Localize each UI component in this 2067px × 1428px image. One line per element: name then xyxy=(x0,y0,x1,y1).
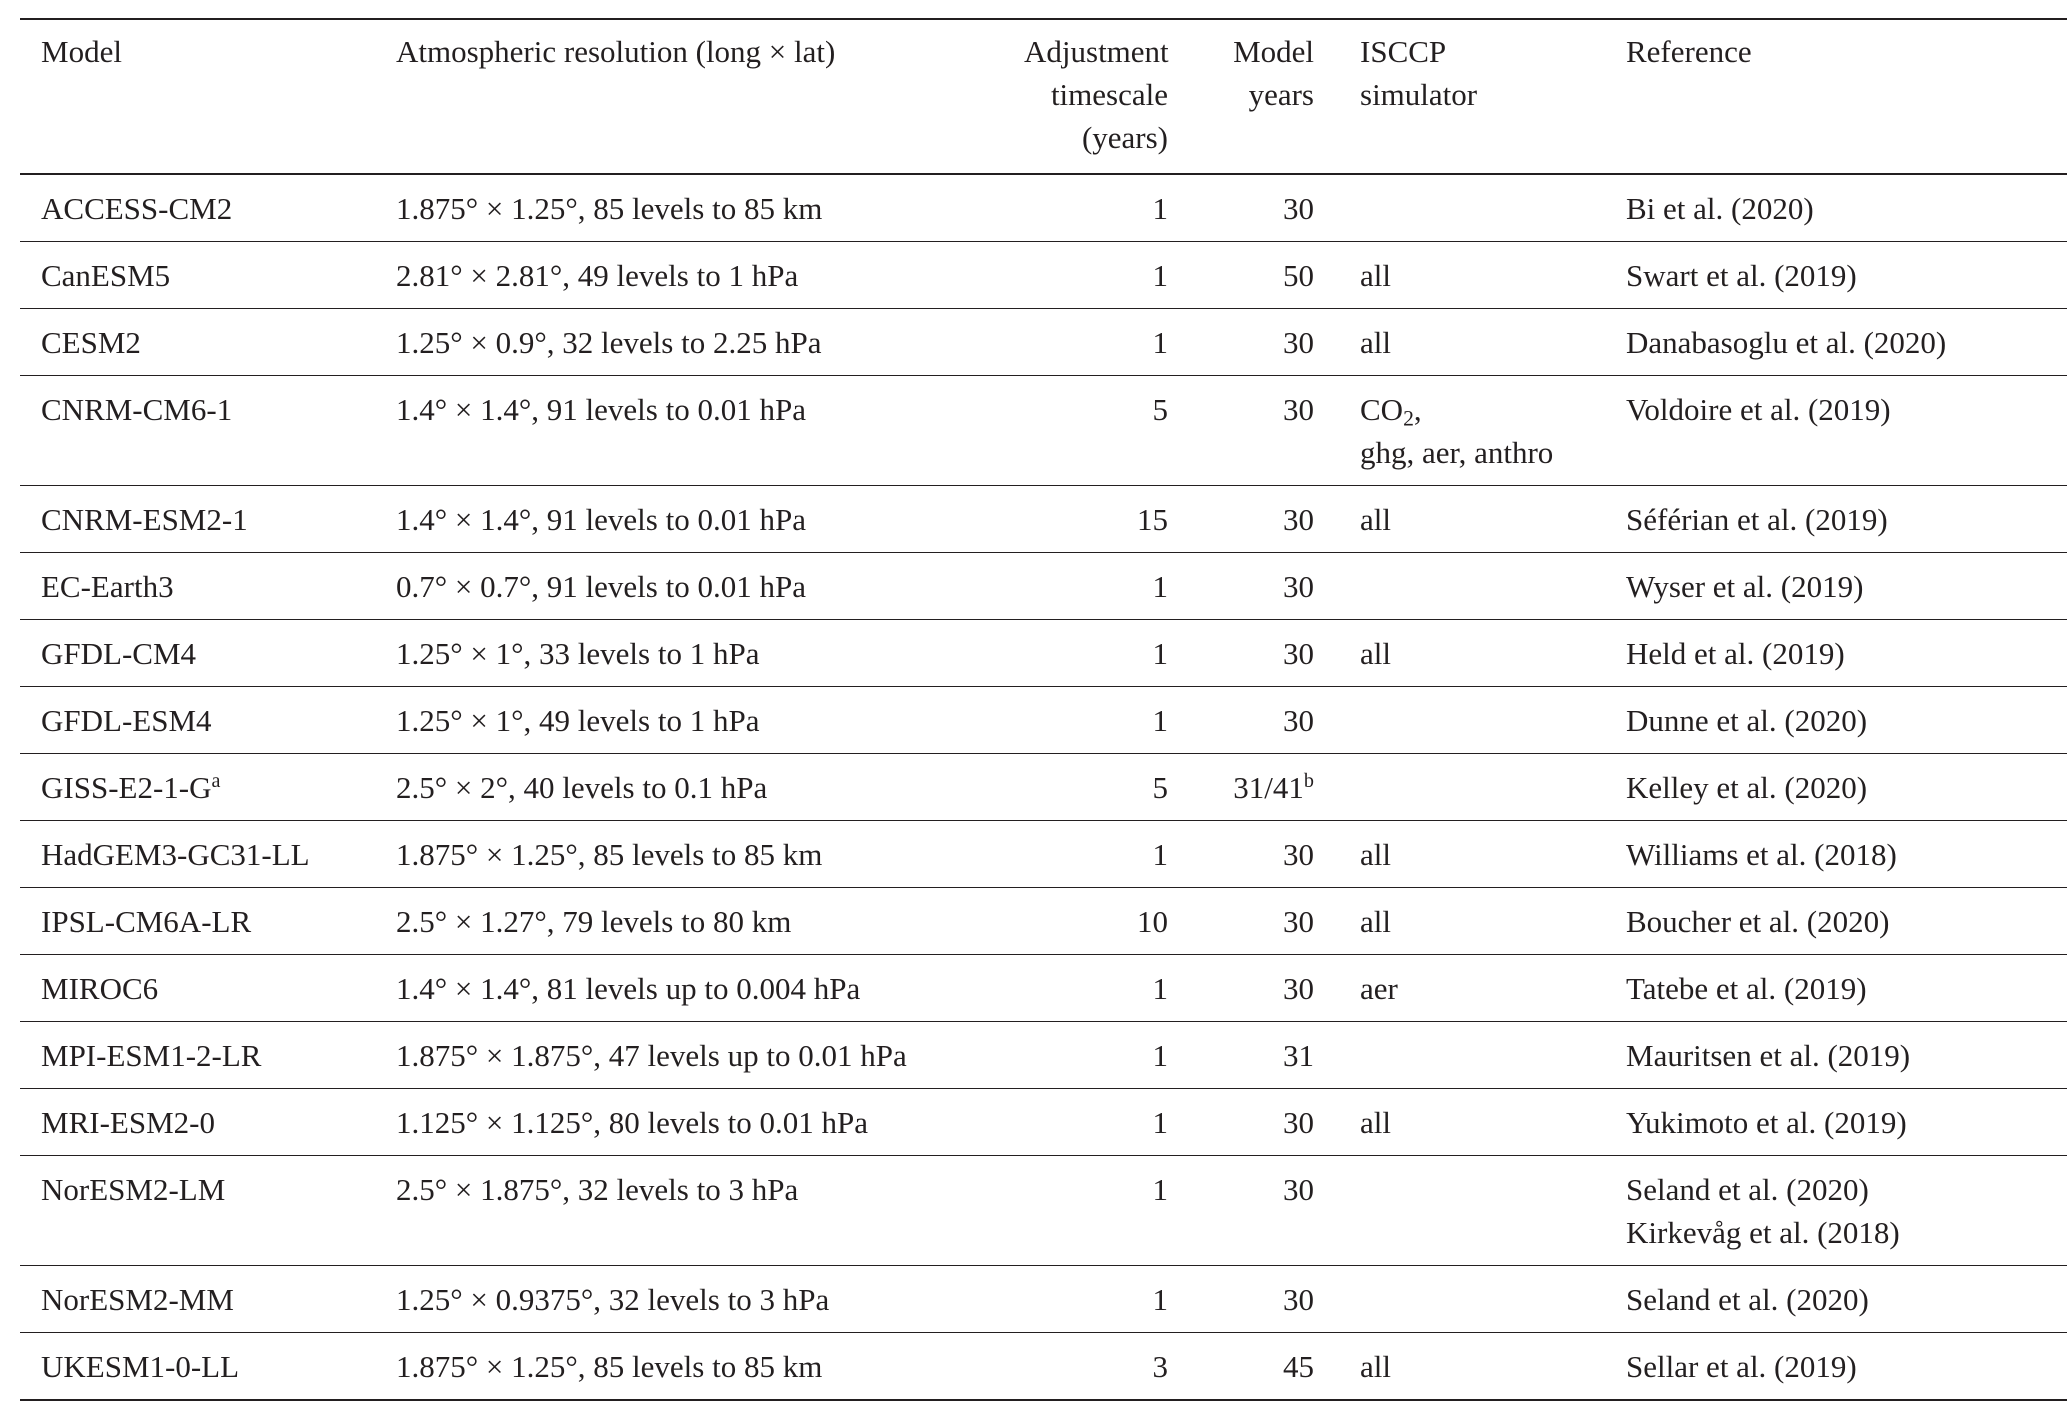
table-row xyxy=(20,1266,2067,1333)
cell-model: CanESM5 xyxy=(41,258,171,293)
cell-years: 30 xyxy=(1283,837,1314,872)
cell-resolution: 1.125° × 1.125°, 80 levels to 0.01 hPa xyxy=(396,1105,868,1140)
cell-model: MPI-ESM1-2-LR xyxy=(41,1038,262,1073)
table-row xyxy=(20,309,2067,376)
cell-years: 30 xyxy=(1283,703,1314,738)
cell-reference: Swart et al. (2019) xyxy=(1626,258,1857,293)
table-row xyxy=(20,553,2067,620)
cell-reference: Dunne et al. (2020) xyxy=(1626,703,1868,738)
cell-resolution: 1.25° × 1°, 33 levels to 1 hPa xyxy=(396,636,760,671)
table-row xyxy=(20,1156,2067,1266)
cell-reference: Yukimoto et al. (2019) xyxy=(1626,1105,1907,1140)
cell-resolution: 2.5° × 1.27°, 79 levels to 80 km xyxy=(396,904,792,939)
cell-model xyxy=(20,754,396,821)
cell-adjustment: 1 xyxy=(1152,325,1168,360)
cell-resolution: 1.875° × 1.875°, 47 levels up to 0.01 hPa xyxy=(396,1038,907,1073)
cell-years: 30 xyxy=(1283,971,1314,1006)
cell-adjustment: 1 xyxy=(1152,703,1168,738)
years-value: 31/41 xyxy=(1233,770,1304,805)
table-row xyxy=(20,1089,2067,1156)
header-adjustment xyxy=(1024,19,1168,174)
cell-reference: Voldoire et al. (2019) xyxy=(1626,392,1891,427)
table-row xyxy=(20,888,2067,955)
cell-resolution: 0.7° × 0.7°, 91 levels to 0.01 hPa xyxy=(396,569,806,604)
cell-isccp: all xyxy=(1360,1105,1391,1140)
cell-isccp: all xyxy=(1360,636,1391,671)
cell-model: GFDL-CM4 xyxy=(41,636,197,671)
cell-resolution: 1.4° × 1.4°, 81 levels up to 0.004 hPa xyxy=(396,971,861,1006)
header-reference: Reference xyxy=(1626,34,1752,69)
table-row xyxy=(20,687,2067,754)
cell-years xyxy=(1168,754,1314,821)
cell-adjustment: 5 xyxy=(1152,770,1168,805)
cell-reference: Wyser et al. (2019) xyxy=(1626,569,1864,604)
cell-model: CESM2 xyxy=(41,325,141,360)
isccp-co2-subscript: 2 xyxy=(1403,406,1414,431)
model-table-container xyxy=(20,18,2060,1401)
cell-years: 30 xyxy=(1283,191,1314,226)
cell-isccp xyxy=(1314,754,1626,821)
cell-years: 30 xyxy=(1283,1105,1314,1140)
cell-model: GFDL-ESM4 xyxy=(41,703,212,738)
cell-adjustment: 1 xyxy=(1152,258,1168,293)
cell-model: EC-Earth3 xyxy=(41,569,174,604)
header-years-line1: Model xyxy=(1233,34,1314,69)
cell-model: IPSL-CM6A-LR xyxy=(41,904,252,939)
cell-isccp xyxy=(1314,1022,1626,1089)
table-row xyxy=(20,486,2067,553)
cell-years: 30 xyxy=(1283,904,1314,939)
cell-years: 30 xyxy=(1283,325,1314,360)
cell-resolution: 2.5° × 2°, 40 levels to 0.1 hPa xyxy=(396,770,768,805)
cell-reference: Danabasoglu et al. (2020) xyxy=(1626,325,1947,360)
cell-years: 30 xyxy=(1283,502,1314,537)
cell-isccp xyxy=(1314,687,1626,754)
cell-resolution: 1.875° × 1.25°, 85 levels to 85 km xyxy=(396,191,823,226)
cell-reference: Bi et al. (2020) xyxy=(1626,191,1814,226)
cell-isccp xyxy=(1314,1156,1626,1266)
cell-adjustment: 5 xyxy=(1152,392,1168,427)
header-isccp-line1: ISCCP xyxy=(1360,34,1447,69)
header-isccp xyxy=(1314,19,1626,174)
cell-adjustment: 1 xyxy=(1152,1038,1168,1073)
cell-resolution: 1.25° × 1°, 49 levels to 1 hPa xyxy=(396,703,760,738)
footnote-marker-a: a xyxy=(211,769,221,792)
header-adjustment-line3: (years) xyxy=(1081,120,1168,155)
cell-model: CNRM-ESM2-1 xyxy=(41,502,248,537)
header-resolution: Atmospheric resolution (long × lat) xyxy=(396,34,836,69)
isccp-line2: ghg, aer, anthro xyxy=(1360,435,1554,470)
cell-reference: Seland et al. (2020) xyxy=(1626,1282,1869,1317)
cell-resolution: 2.5° × 1.875°, 32 levels to 3 hPa xyxy=(396,1172,799,1207)
table-row xyxy=(20,821,2067,888)
cell-model: MRI-ESM2-0 xyxy=(41,1105,215,1140)
cell-adjustment: 1 xyxy=(1152,1282,1168,1317)
table-row xyxy=(20,242,2067,309)
cell-model: HadGEM3-GC31-LL xyxy=(41,837,310,872)
cell-isccp xyxy=(1314,376,1626,486)
header-adjustment-line1: Adjustment xyxy=(1024,34,1169,69)
isccp-co2-text: CO xyxy=(1360,392,1404,427)
table-row xyxy=(20,1333,2067,1401)
cell-years: 45 xyxy=(1283,1349,1314,1384)
cell-isccp: all xyxy=(1360,837,1391,872)
header-model: Model xyxy=(41,34,122,69)
cell-adjustment: 1 xyxy=(1152,971,1168,1006)
cell-resolution: 2.81° × 2.81°, 49 levels to 1 hPa xyxy=(396,258,799,293)
cell-years: 31 xyxy=(1283,1038,1314,1073)
cell-adjustment: 1 xyxy=(1152,837,1168,872)
cell-reference: Boucher et al. (2020) xyxy=(1626,904,1890,939)
cell-isccp xyxy=(1314,1266,1626,1333)
cell-model: ACCESS-CM2 xyxy=(41,191,233,226)
isccp-co2-line xyxy=(1360,388,1626,431)
cell-model: MIROC6 xyxy=(41,971,159,1006)
cell-years: 30 xyxy=(1283,1172,1314,1207)
cell-resolution: 1.25° × 0.9°, 32 levels to 2.25 hPa xyxy=(396,325,822,360)
header-isccp-line2: simulator xyxy=(1360,77,1478,112)
cell-reference: Mauritsen et al. (2019) xyxy=(1626,1038,1911,1073)
cell-model: UKESM1-0-LL xyxy=(41,1349,240,1384)
table-row xyxy=(20,376,2067,486)
cell-resolution: 1.4° × 1.4°, 91 levels to 0.01 hPa xyxy=(396,392,806,427)
table-header-row xyxy=(20,19,2067,174)
table-row xyxy=(20,174,2067,242)
reference-line1: Seland et al. (2020) xyxy=(1626,1172,1869,1207)
table-row xyxy=(20,955,2067,1022)
cell-adjustment: 1 xyxy=(1152,1172,1168,1207)
cell-resolution: 1.875° × 1.25°, 85 levels to 85 km xyxy=(396,837,823,872)
cell-years: 50 xyxy=(1283,258,1314,293)
cell-isccp: all xyxy=(1360,1349,1391,1384)
reference-line2: Kirkevåg et al. (2018) xyxy=(1626,1215,1900,1250)
cell-reference: Sellar et al. (2019) xyxy=(1626,1349,1857,1384)
cell-reference: Held et al. (2019) xyxy=(1626,636,1845,671)
cell-adjustment: 1 xyxy=(1152,1105,1168,1140)
header-years xyxy=(1168,19,1314,174)
isccp-co2-comma: , xyxy=(1413,392,1422,427)
cell-years: 30 xyxy=(1283,569,1314,604)
cell-isccp: all xyxy=(1360,502,1391,537)
cell-isccp: all xyxy=(1360,325,1391,360)
table-row xyxy=(20,1022,2067,1089)
cell-adjustment: 3 xyxy=(1152,1349,1168,1384)
model-name: GISS-E2-1-G xyxy=(41,770,212,805)
cell-adjustment: 1 xyxy=(1152,636,1168,671)
cell-reference: Tatebe et al. (2019) xyxy=(1626,971,1867,1006)
cell-adjustment: 15 xyxy=(1137,502,1168,537)
cell-isccp xyxy=(1314,174,1626,242)
cell-adjustment: 1 xyxy=(1152,569,1168,604)
cell-model: CNRM-CM6-1 xyxy=(41,392,233,427)
cell-reference: Séférian et al. (2019) xyxy=(1626,502,1888,537)
model-table xyxy=(20,18,2067,1401)
cell-resolution: 1.4° × 1.4°, 91 levels to 0.01 hPa xyxy=(396,502,806,537)
table-row xyxy=(20,754,2067,821)
cell-years: 30 xyxy=(1283,1282,1314,1317)
cell-isccp: aer xyxy=(1360,971,1398,1006)
cell-isccp: all xyxy=(1360,904,1391,939)
cell-model: NorESM2-MM xyxy=(41,1282,234,1317)
cell-adjustment: 1 xyxy=(1152,191,1168,226)
cell-adjustment: 10 xyxy=(1137,904,1168,939)
cell-resolution: 1.875° × 1.25°, 85 levels to 85 km xyxy=(396,1349,823,1384)
header-years-line2: years xyxy=(1248,77,1314,112)
table-row xyxy=(20,620,2067,687)
cell-reference: Williams et al. (2018) xyxy=(1626,837,1897,872)
cell-reference: Kelley et al. (2020) xyxy=(1626,770,1868,805)
cell-years: 30 xyxy=(1283,636,1314,671)
footnote-marker-b: b xyxy=(1303,769,1314,792)
cell-resolution: 1.25° × 0.9375°, 32 levels to 3 hPa xyxy=(396,1282,830,1317)
cell-years: 30 xyxy=(1283,392,1314,427)
cell-model: NorESM2-LM xyxy=(41,1172,226,1207)
cell-isccp xyxy=(1314,553,1626,620)
cell-isccp: all xyxy=(1360,258,1391,293)
header-adjustment-line2: timescale xyxy=(1050,77,1168,112)
cell-reference xyxy=(1626,1156,2067,1266)
